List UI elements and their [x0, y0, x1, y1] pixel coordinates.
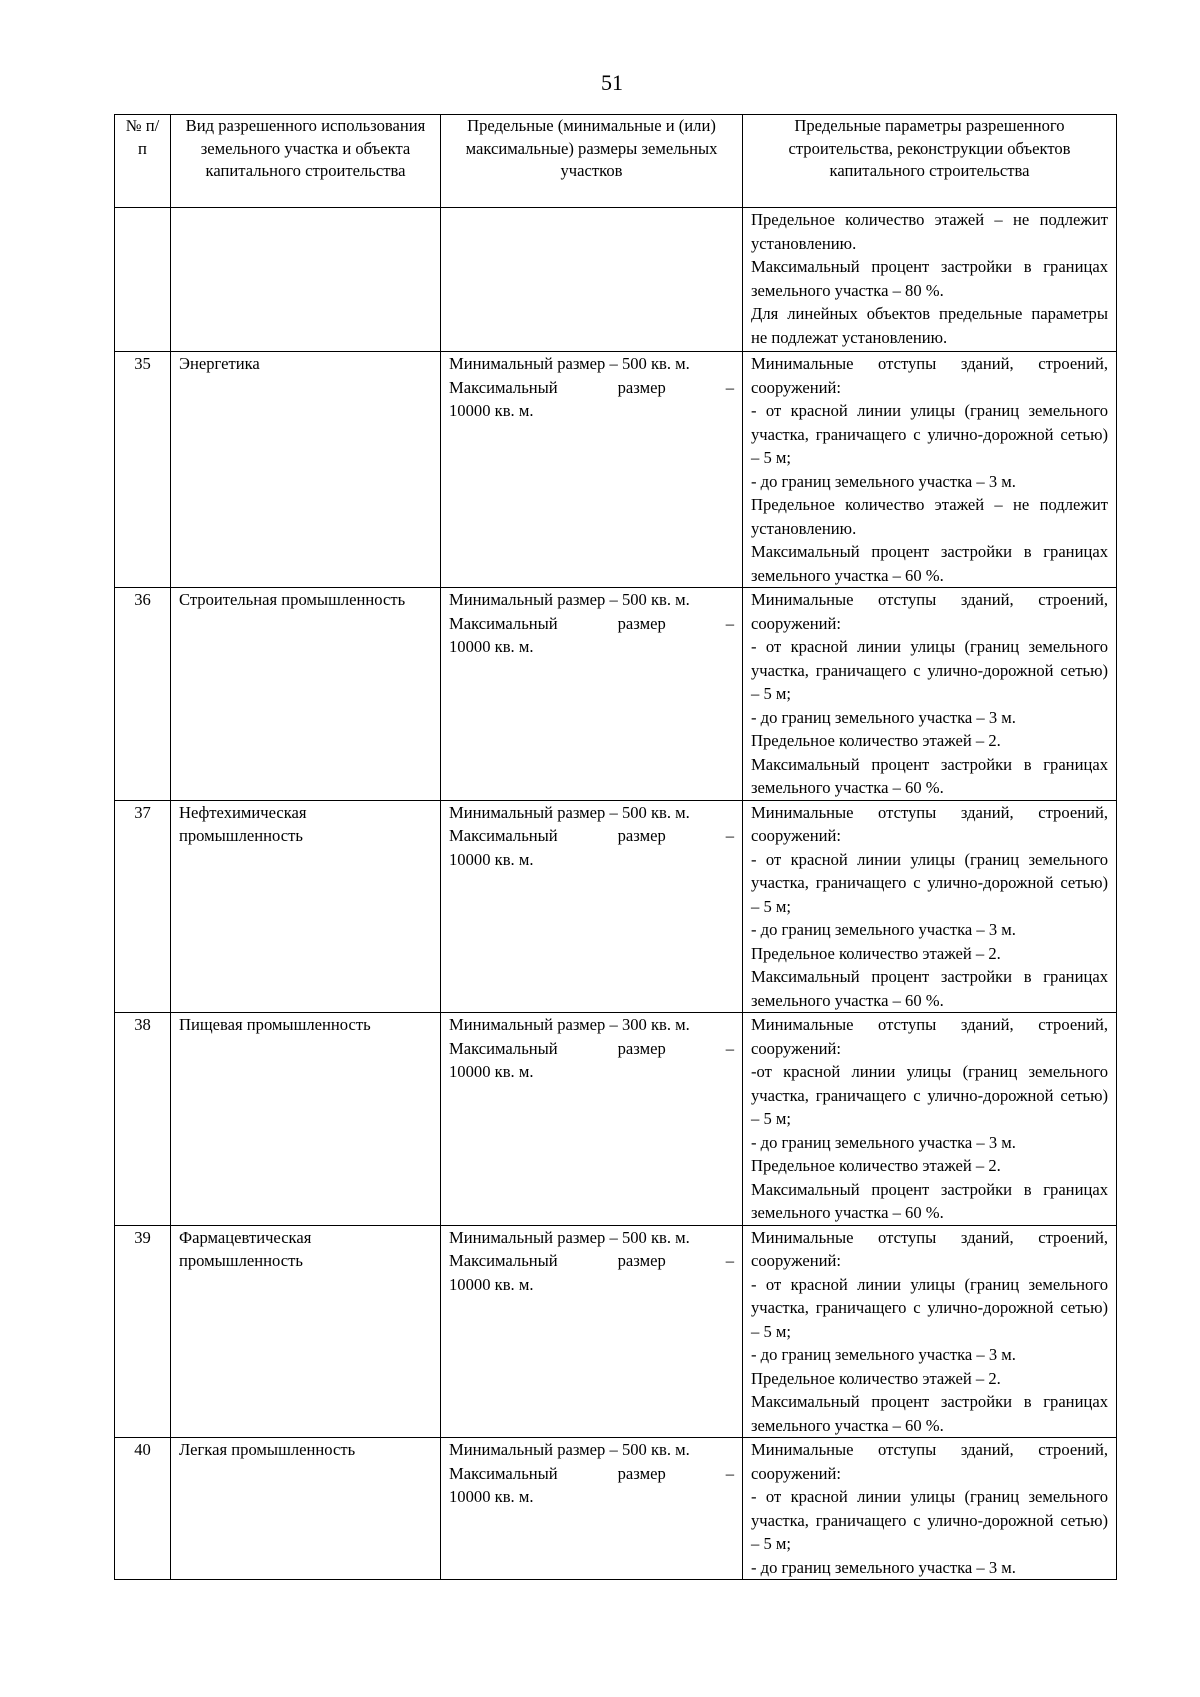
- max-size-value: 10000 кв. м.: [449, 1274, 534, 1294]
- param-line: Максимальный процент застройки в границах земельного участка – 60 %.: [751, 1392, 1108, 1435]
- cell-construction-params: [743, 352, 1117, 588]
- param-line: Максимальный процент застройки в границах земельного участка – 60 %.: [751, 754, 1108, 797]
- param-line: Для линейных объектов предельные параметры не подлежат установлению.: [751, 304, 1108, 347]
- max-size-value: 10000 кв. м.: [449, 1062, 534, 1081]
- cell-construction-params: [743, 588, 1117, 801]
- min-size: Минимальный размер – 500 кв. м.: [449, 1227, 690, 1247]
- min-size: Минимальный размер – 500 кв. м.: [449, 354, 690, 373]
- cell-num: 39: [115, 1225, 171, 1438]
- cell-construction-params: [743, 208, 1117, 352]
- table-header: [115, 115, 1117, 208]
- cell-permitted-use: Энергетика: [171, 352, 441, 588]
- header-construction-params: Предельные параметры разрешенного строительства, реконструкции объектов капитального строительства: [743, 115, 1117, 208]
- cell-construction-params: [743, 800, 1117, 1013]
- param-line: - от красной линии улицы (границ земельного участка, граничащего с улично-дорожной сетью) – 5 м;: [751, 401, 1108, 467]
- param-line: -от красной линии улицы (границ земельного участка, граничащего с улично-дорожной сетью) – 5 м;: [751, 1062, 1108, 1128]
- cell-plot-sizes: [441, 588, 743, 801]
- table-row: [115, 352, 1117, 588]
- cell-permitted-use: Строительная промышленность: [171, 588, 441, 801]
- param-line: - до границ земельного участка – 3 м.: [751, 471, 1016, 491]
- param-line: - от красной линии улицы (границ земельного участка, граничащего с улично-дорожной сетью) – 5 м;: [751, 637, 1108, 703]
- cell-plot-sizes: [441, 800, 743, 1013]
- table-row-continuation: [115, 208, 1117, 352]
- param-line: - от красной линии улицы (границ земельного участка, граничащего с улично-дорожной сетью) – 5 м;: [751, 1487, 1108, 1553]
- max-size-value: 10000 кв. м.: [449, 401, 534, 420]
- zoning-regulations-table: [114, 114, 1117, 1580]
- min-size: Минимальный размер – 500 кв. м.: [449, 802, 690, 822]
- max-size-label: Максимальный размер –: [449, 377, 734, 397]
- max-size-label: Максимальный размер –: [449, 1038, 734, 1058]
- cell-construction-params: [743, 1013, 1117, 1226]
- param-line: - до границ земельного участка – 3 м.: [751, 1345, 1016, 1364]
- min-size: Минимальный размер – 500 кв. м.: [449, 1440, 690, 1459]
- cell-permitted-use: Пищевая промышленность: [171, 1013, 441, 1226]
- param-line: Максимальный процент застройки в границах земельного участка – 80 %.: [751, 257, 1108, 300]
- param-line: Минимальные отступы зданий, строений, сооружений:: [751, 1015, 1108, 1058]
- param-line: Минимальные отступы зданий, строений, сооружений:: [751, 802, 1108, 845]
- cell-plot-sizes: [441, 352, 743, 588]
- max-size-label: Максимальный размер –: [449, 826, 734, 845]
- page-number: 51: [601, 70, 623, 95]
- param-line: Предельное количество этажей – 2.: [751, 1368, 1001, 1388]
- cell-construction-params: [743, 1438, 1117, 1580]
- min-size: Минимальный размер – 500 кв. м.: [449, 590, 690, 609]
- cell-construction-params: [743, 1225, 1117, 1438]
- param-line: - до границ земельного участка – 3 м.: [751, 707, 1016, 727]
- table-row: [115, 588, 1117, 801]
- header-num: № п/п: [115, 115, 171, 208]
- header-permitted-use: Вид разрешенного использования земельного участка и объекта капитального строительства: [171, 115, 441, 208]
- cell-permitted-use: Легкая промышленность: [171, 1438, 441, 1580]
- cell-num: 37: [115, 800, 171, 1013]
- param-line: - до границ земельного участка – 3 м.: [751, 920, 1016, 939]
- param-line: Минимальные отступы зданий, строений, сооружений:: [751, 354, 1108, 397]
- param-line: Максимальный процент застройки в границах земельного участка – 60 %.: [751, 542, 1108, 585]
- cell-plot-sizes: [441, 208, 743, 352]
- param-line: Минимальные отступы зданий, строений, сооружений:: [751, 1440, 1108, 1483]
- param-line: - до границ земельного участка – 3 м.: [751, 1557, 1016, 1577]
- table-row: [115, 1438, 1117, 1580]
- cell-permitted-use: Нефтехимическая промышленность: [171, 800, 441, 1013]
- param-line: Максимальный процент застройки в границах земельного участка – 60 %.: [751, 1179, 1108, 1222]
- param-line: Предельное количество этажей – 2.: [751, 1156, 1001, 1175]
- param-line: Предельное количество этажей – не подлежит установлению.: [751, 495, 1108, 538]
- cell-permitted-use: [171, 208, 441, 352]
- param-line: - от красной линии улицы (границ земельного участка, граничащего с улично-дорожной сетью) – 5 м;: [751, 849, 1108, 916]
- max-size-label: Максимальный размер –: [449, 1463, 734, 1483]
- cell-num: 40: [115, 1438, 171, 1580]
- header-plot-sizes: Предельные (минимальные и (или) максимальные) размеры земельных участков: [441, 115, 743, 208]
- cell-plot-sizes: [441, 1225, 743, 1438]
- cell-num: 35: [115, 352, 171, 588]
- max-size-label: Максимальный размер –: [449, 613, 734, 633]
- param-line: Предельное количество этажей – 2.: [751, 731, 1001, 750]
- max-size-value: 10000 кв. м.: [449, 637, 534, 656]
- max-size-value: 10000 кв. м.: [449, 849, 534, 869]
- param-line: Предельное количество этажей – не подлежит установлению.: [751, 210, 1108, 253]
- cell-num: 36: [115, 588, 171, 801]
- max-size-value: 10000 кв. м.: [449, 1487, 534, 1506]
- min-size: Минимальный размер – 300 кв. м.: [449, 1015, 690, 1034]
- param-line: Минимальные отступы зданий, строений, сооружений:: [751, 590, 1108, 633]
- cell-permitted-use: Фармацевтическая промышленность: [171, 1225, 441, 1438]
- cell-num: 38: [115, 1013, 171, 1226]
- cell-plot-sizes: [441, 1013, 743, 1226]
- max-size-label: Максимальный размер –: [449, 1251, 734, 1270]
- table-row: [115, 800, 1117, 1013]
- param-line: - от красной линии улицы (границ земельного участка, граничащего с улично-дорожной сетью) – 5 м;: [751, 1274, 1108, 1341]
- table-row: [115, 1225, 1117, 1438]
- param-line: Минимальные отступы зданий, строений, сооружений:: [751, 1227, 1108, 1270]
- cell-num: [115, 208, 171, 352]
- table-row: [115, 1013, 1117, 1226]
- param-line: - до границ земельного участка – 3 м.: [751, 1132, 1016, 1152]
- cell-plot-sizes: [441, 1438, 743, 1580]
- param-line: Максимальный процент застройки в границах земельного участка – 60 %.: [751, 967, 1108, 1010]
- param-line: Предельное количество этажей – 2.: [751, 943, 1001, 963]
